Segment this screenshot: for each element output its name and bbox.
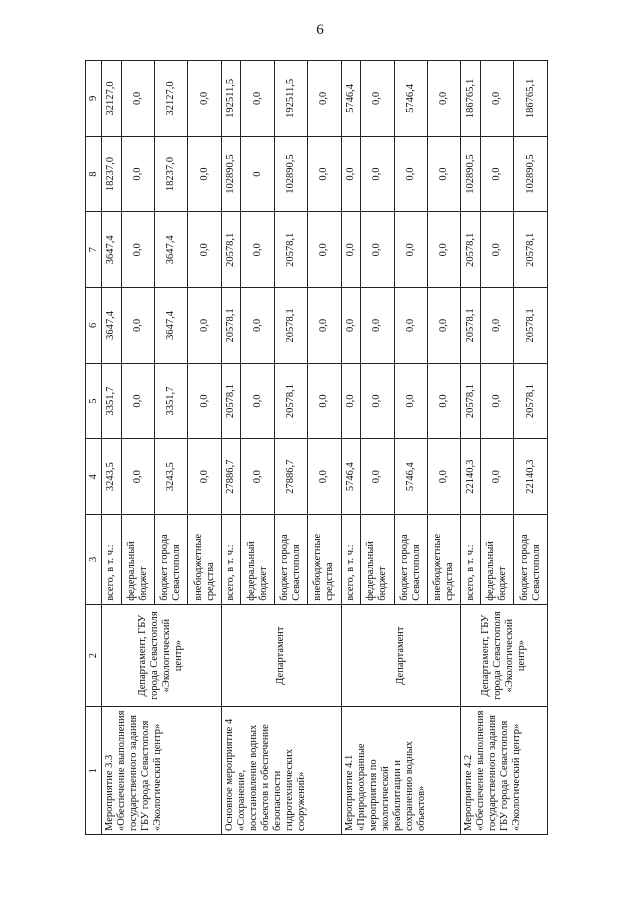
funding-source-cell: бюджет города Севастополя — [274, 515, 307, 605]
value-cell: 0,0 — [241, 61, 274, 137]
value-cell: 20578,1 — [221, 288, 241, 364]
value-cell: 0,0 — [241, 439, 274, 515]
value-cell: 20578,1 — [514, 288, 548, 364]
value-cell: 0,0 — [427, 212, 460, 288]
value-cell: 0,0 — [308, 288, 341, 364]
executor-cell: Департамент — [221, 604, 341, 707]
value-cell: 0,0 — [188, 363, 221, 439]
value-cell: 0,0 — [188, 136, 221, 212]
value-cell: 3243,5 — [154, 439, 187, 515]
funding-source-cell: федеральный бюджет — [480, 515, 513, 605]
value-cell: 5746,4 — [394, 61, 427, 137]
value-cell: 0,0 — [121, 439, 154, 515]
table-body — [102, 61, 548, 835]
header-row — [86, 61, 102, 835]
funding-source-cell: федеральный бюджет — [241, 515, 274, 605]
value-cell: 0,0 — [427, 288, 460, 364]
column-header-9: 9 — [86, 61, 102, 137]
value-cell: 186765,1 — [514, 61, 548, 137]
activity-name-cell: Основное мероприятие 4 «Сохранение, восстановление водных объектов и обеспечение безопасности гидротехнических сооружений» — [221, 707, 341, 835]
value-cell: 32127,0 — [102, 61, 122, 137]
value-cell: 20578,1 — [274, 212, 307, 288]
page-number: 6 — [316, 22, 324, 38]
value-cell: 0,0 — [241, 363, 274, 439]
value-cell: 0,0 — [341, 212, 361, 288]
column-header-1: 1 — [86, 707, 102, 835]
value-cell: 0,0 — [394, 212, 427, 288]
funding-source-cell: бюджет города Севастополя — [154, 515, 187, 605]
value-cell: 0,0 — [361, 61, 394, 137]
value-cell: 18237,0 — [154, 136, 187, 212]
value-cell: 20578,1 — [514, 363, 548, 439]
value-cell: 0,0 — [121, 61, 154, 137]
value-cell: 0,0 — [427, 363, 460, 439]
value-cell: 0,0 — [121, 212, 154, 288]
value-cell: 0,0 — [121, 363, 154, 439]
funding-source-cell: всего, в т. ч.: — [221, 515, 241, 605]
value-cell: 22140,3 — [461, 439, 481, 515]
value-cell: 0,0 — [394, 288, 427, 364]
budget-table — [85, 60, 548, 835]
value-cell: 32127,0 — [154, 61, 187, 137]
funding-source-cell: внебюджетные средства — [427, 515, 460, 605]
table-row — [102, 61, 122, 835]
value-cell: 20578,1 — [274, 288, 307, 364]
funding-source-cell: бюджет города Севастополя — [514, 515, 548, 605]
value-cell: 0,0 — [341, 288, 361, 364]
value-cell: 0,0 — [188, 212, 221, 288]
value-cell: 0,0 — [188, 61, 221, 137]
value-cell: 20578,1 — [221, 212, 241, 288]
value-cell: 0,0 — [361, 212, 394, 288]
value-cell: 0,0 — [241, 212, 274, 288]
activity-name-cell: Мероприятие 4.2 «Обеспечение выполнения государственного задания ГБУ города Севастополя «Экологический центр» — [461, 707, 548, 835]
value-cell: 20578,1 — [461, 288, 481, 364]
value-cell: 3647,4 — [102, 288, 122, 364]
value-cell: 3351,7 — [102, 363, 122, 439]
value-cell: 20578,1 — [221, 363, 241, 439]
value-cell: 20578,1 — [461, 212, 481, 288]
column-header-3: 3 — [86, 515, 102, 605]
table-row — [221, 61, 241, 835]
column-header-4: 4 — [86, 439, 102, 515]
value-cell: 0,0 — [308, 212, 341, 288]
value-cell: 20578,1 — [514, 212, 548, 288]
value-cell: 5746,4 — [341, 61, 361, 137]
rotated-table-container — [85, 60, 548, 835]
value-cell: 0,0 — [188, 288, 221, 364]
value-cell: 0,0 — [480, 212, 513, 288]
value-cell: 0,0 — [480, 288, 513, 364]
funding-source-cell: бюджет города Севастополя — [394, 515, 427, 605]
value-cell: 0,0 — [480, 439, 513, 515]
value-cell: 0,0 — [427, 439, 460, 515]
funding-source-cell: всего, в т. ч.: — [341, 515, 361, 605]
value-cell: 0 — [241, 136, 274, 212]
value-cell: 0,0 — [361, 363, 394, 439]
value-cell: 5746,4 — [341, 439, 361, 515]
value-cell: 102890,5 — [514, 136, 548, 212]
executor-cell: Департамент, ГБУ города Севастополя «Экологический центр» — [102, 604, 222, 707]
value-cell: 20578,1 — [461, 363, 481, 439]
value-cell: 102890,5 — [221, 136, 241, 212]
value-cell: 0,0 — [427, 61, 460, 137]
value-cell: 0,0 — [341, 363, 361, 439]
column-header-8: 8 — [86, 136, 102, 212]
value-cell: 0,0 — [361, 288, 394, 364]
funding-source-cell: внебюджетные средства — [308, 515, 341, 605]
value-cell: 3647,4 — [154, 212, 187, 288]
value-cell: 0,0 — [308, 61, 341, 137]
value-cell: 18237,0 — [102, 136, 122, 212]
value-cell: 0,0 — [241, 288, 274, 364]
value-cell: 20578,1 — [274, 363, 307, 439]
column-header-2: 2 — [86, 604, 102, 707]
value-cell: 0,0 — [427, 136, 460, 212]
value-cell: 0,0 — [341, 136, 361, 212]
value-cell: 192511,5 — [221, 61, 241, 137]
value-cell: 3351,7 — [154, 363, 187, 439]
value-cell: 0,0 — [121, 288, 154, 364]
value-cell: 0,0 — [121, 136, 154, 212]
funding-source-cell: федеральный бюджет — [361, 515, 394, 605]
value-cell: 3647,4 — [102, 212, 122, 288]
value-cell: 0,0 — [308, 363, 341, 439]
table-row — [341, 61, 361, 835]
column-header-7: 7 — [86, 212, 102, 288]
value-cell: 0,0 — [480, 136, 513, 212]
value-cell: 0,0 — [361, 136, 394, 212]
value-cell: 0,0 — [361, 439, 394, 515]
funding-source-cell: всего, в т. ч.: — [461, 515, 481, 605]
funding-source-cell: федеральный бюджет — [121, 515, 154, 605]
value-cell: 0,0 — [188, 439, 221, 515]
value-cell: 0,0 — [308, 136, 341, 212]
value-cell: 5746,4 — [394, 439, 427, 515]
value-cell: 3647,4 — [154, 288, 187, 364]
value-cell: 22140,3 — [514, 439, 548, 515]
funding-source-cell: внебюджетные средства — [188, 515, 221, 605]
funding-source-cell: всего, в т. ч.: — [102, 515, 122, 605]
executor-cell: Департамент, ГБУ города Севастополя «Экологический центр» — [461, 604, 548, 707]
activity-name-cell: Мероприятие 3.3 «Обеспечение выполнения государственного задания ГБУ города Севастополя «Экологический центр» — [102, 707, 222, 835]
value-cell: 0,0 — [394, 363, 427, 439]
value-cell: 0,0 — [308, 439, 341, 515]
column-header-6: 6 — [86, 288, 102, 364]
column-header-5: 5 — [86, 363, 102, 439]
value-cell: 186765,1 — [461, 61, 481, 137]
table-row — [461, 61, 481, 835]
value-cell: 0,0 — [480, 61, 513, 137]
value-cell: 3243,5 — [102, 439, 122, 515]
value-cell: 102890,5 — [461, 136, 481, 212]
activity-name-cell: Мероприятие 4.1 «Природоохранные мероприятия по экологической реабилитации и сохранению водных объектов» — [341, 707, 461, 835]
value-cell: 0,0 — [394, 136, 427, 212]
executor-cell: Департамент — [341, 604, 461, 707]
value-cell: 27886,7 — [274, 439, 307, 515]
value-cell: 102890,5 — [274, 136, 307, 212]
value-cell: 27886,7 — [221, 439, 241, 515]
value-cell: 0,0 — [480, 363, 513, 439]
value-cell: 192511,5 — [274, 61, 307, 137]
